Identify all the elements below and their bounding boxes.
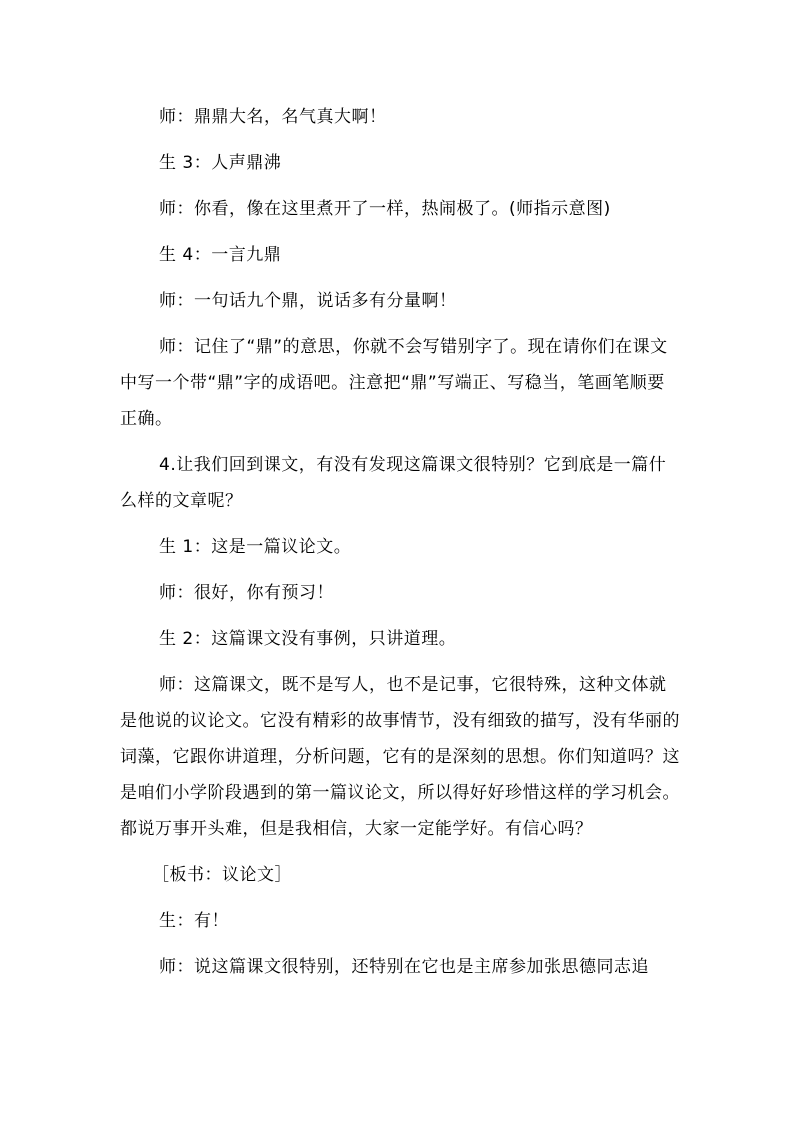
paragraph-teacher-argument-essay: 师：这篇课文，既不是写人，也不是记事，它很特殊，这种文体就是他说的议论文。它没有精彩的故事情节，没有细致的描写，没有华丽的词藻，它跟你讲道理，分析问题，它有的是深刻的思想。你们知道吗？这是咱们小学阶段遇到的第一篇议论文，所以得好好珍惜这样的学习机会。都说万事开头难，但是我相信，大家一定能学好。有信心吗？ xyxy=(120,675,680,839)
document-body xyxy=(120,0,680,995)
paragraph-teacher-nine-ding: 师：一句话九个鼎，说话多有分量啊！ xyxy=(159,291,457,311)
paragraph-teacher-boiling: 师：你看，像在这里煮开了一样，热闹极了。(师指示意图) xyxy=(159,199,611,219)
paragraph-student-3: 生 3：人声鼎沸 xyxy=(159,153,282,173)
paragraph-student-2: 生 2：这篇课文没有事例，只讲道理。 xyxy=(159,629,457,649)
paragraph-student-yes: 生：有！ xyxy=(159,911,229,931)
paragraph-blackboard-note: ［板书：议论文］ xyxy=(152,865,292,885)
paragraph-teacher-preview: 师：很好，你有预习！ xyxy=(159,583,334,603)
paragraph-teacher-famous: 师：鼎鼎大名，名气真大啊！ xyxy=(159,107,387,127)
paragraph-teacher-special: 师：说这篇课文很特别，还特别在它也是主席参加张思德同志追 xyxy=(159,957,649,977)
paragraph-student-1: 生 1：这是一篇议论文。 xyxy=(159,537,352,557)
paragraph-step-4: 4.让我们回到课文，有没有发现这篇课文很特别？它到底是一篇什么样的文章呢？ xyxy=(120,455,667,511)
paragraph-student-4: 生 4：一言九鼎 xyxy=(159,245,282,265)
paragraph-teacher-write-idiom: 师：记住了“鼎”的意思，你就不会写错别字了。现在请你们在课文中写一个带“鼎”字的成语吧。注意把“鼎”写端正、写稳当，笔画笔顺要正确。 xyxy=(120,337,668,429)
